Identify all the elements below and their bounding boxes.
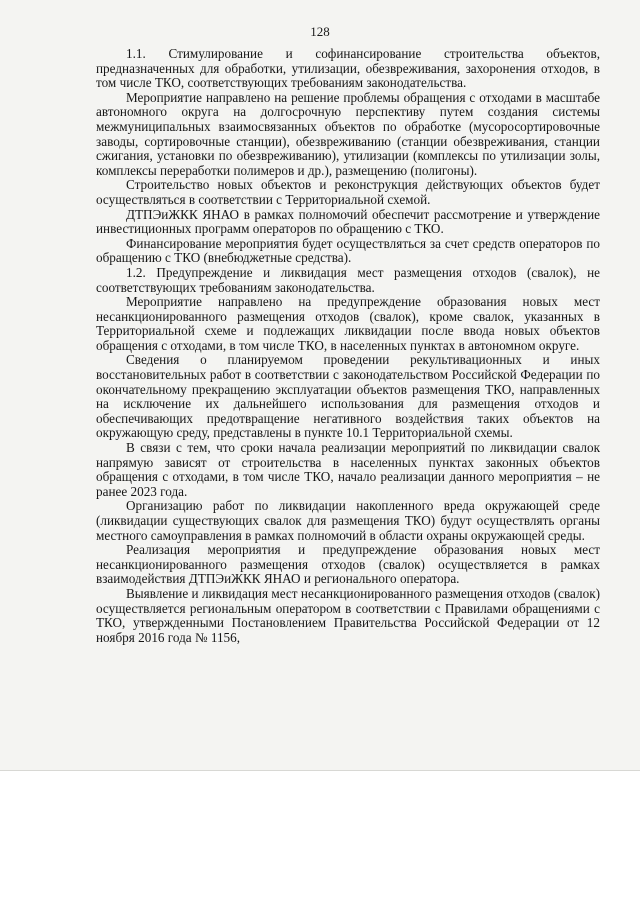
paragraph: 1.1. Стимулирование и софинансирование строительства объектов, предназначенных для обработки, утилизации, обезвреживания, захоронения отходов, в том числе ТКО, соответствующих требованиям законодательства.	[96, 46, 600, 91]
paragraph: Реализация мероприятия и предупреждение образования новых мест несанкционированного размещения отходов (свалок) осуществляется в рамках взаимодействия ДТПЭиЖКК ЯНАО и регионального оператора.	[96, 542, 600, 587]
paragraph: Выявление и ликвидация мест несанкционированного размещения отходов (свалок) осуществляется региональным оператором в соответствии с Правилами обращениями с ТКО, утвержденными Постановлением Правительства Российской Федерации от 12 ноября 2016 года № 1156,	[96, 585, 600, 645]
paragraph: ДТПЭиЖКК ЯНАО в рамках полномочий обеспечит рассмотрение и утверждение инвестиционных программ операторов по обращению с ТКО.	[96, 206, 600, 237]
document-body	[96, 47, 600, 645]
paragraph: Финансирование мероприятия будет осуществляться за счет средств операторов по обращению с ТКО (внебюджетные средства).	[96, 235, 600, 266]
paragraph: Мероприятие направлено на предупреждение образования новых мест несанкционированного размещения отходов (свалок), кроме свалок, указанных в Территориальной схеме и подлежащих ликвидации после ввода новых объектов обращения с отходами, в том числе ТКО, в населенных пунктах в автономном округе.	[96, 294, 600, 353]
page-number: 128	[310, 24, 330, 39]
paragraph: Строительство новых объектов и реконструкция действующих объектов будет осуществляться в соответствии с Территориальной схемой.	[96, 177, 600, 207]
paragraph: 1.2. Предупреждение и ликвидация мест размещения отходов (свалок), не соответствующих требованиям законодательства.	[96, 264, 600, 295]
paragraph: Мероприятие направлено на решение проблемы обращения с отходами в масштабе автономного округа на долгосрочную перспективу путем создания системы межмуниципальных взаимосвязанных объектов по обработке (мусоросортировочные заводы, сортировочные станции), обезвреживанию (станции обезвреживания, станции сжигания, установки по обезвреживанию), утилизации (комплексы по утилизации золы, комплексы переработки полимеров и др.), размещению (полигоны).	[96, 89, 600, 178]
paragraph: В связи с тем, что сроки начала реализации мероприятий по ликвидации свалок напрямую зависят от строительства в населенных пунктах законных объектов обращения с отходами, в том числе ТКО, начало реализации данного мероприятия – не ранее 2023 года.	[96, 440, 600, 499]
paragraph: Организацию работ по ликвидации накопленного вреда окружающей среде (ликвидации существующих свалок для размещения ТКО) будут осуществлять органы местного самоуправления в рамках полномочий в области охраны окружающей среды.	[96, 498, 600, 543]
paragraph: Сведения о планируемом проведении рекультивационных и иных восстановительных работ в соответствии с законодательством Российской Федерации по окончательному прекращению эксплуатации объектов размещения ТКО, направленных на исключение их дальнейшего использования для размещения отходов и обеспечивающих предотвращение негативного воздействия таких объектов на окружающую среду, представлены в пункте 10.1 Территориальной схемы.	[96, 352, 600, 441]
